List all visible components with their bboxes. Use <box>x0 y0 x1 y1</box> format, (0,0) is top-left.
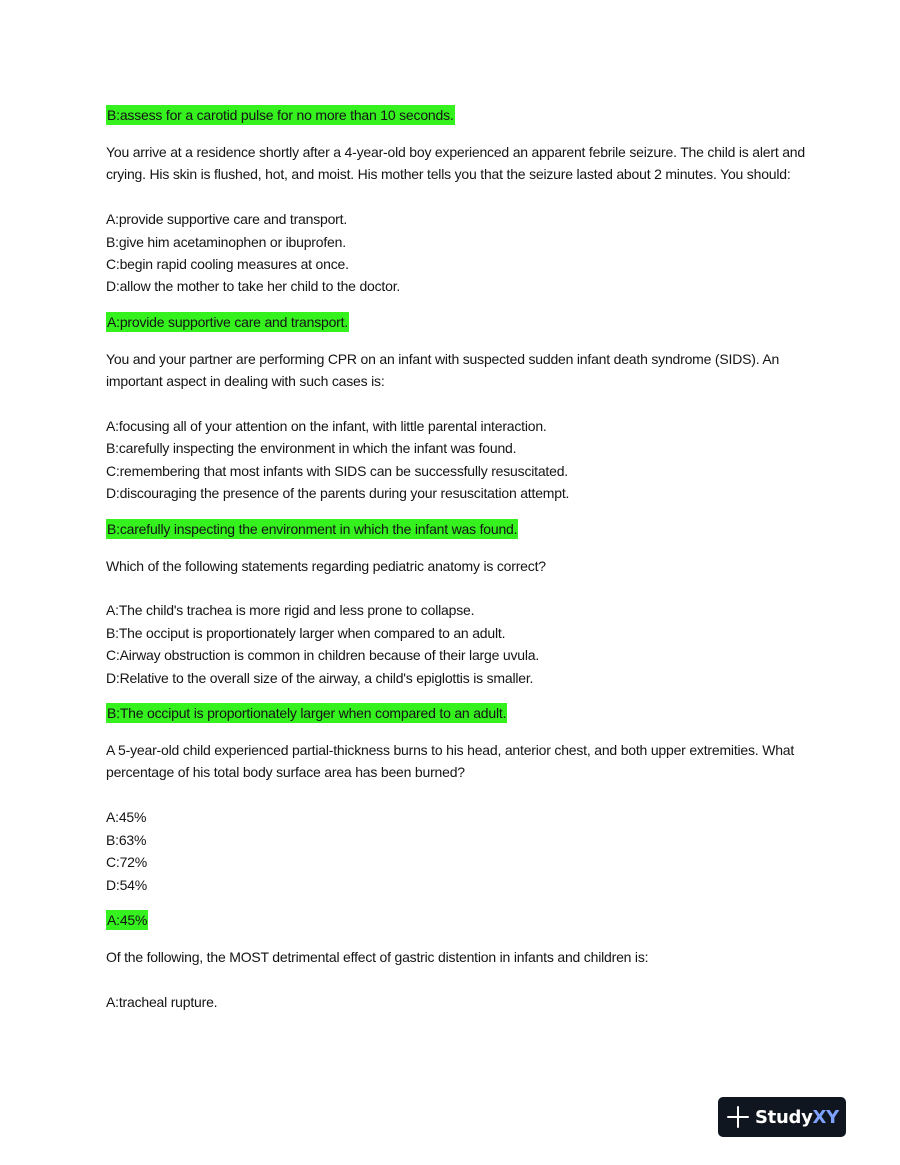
option-item: D:54% <box>106 876 148 893</box>
option-item: B:The occiput is proportionately larger when compared to an adult. <box>106 624 506 641</box>
option-item: A:tracheal rupture. <box>106 993 218 1010</box>
option-item: D:allow the mother to take her child to the doctor. <box>106 278 401 295</box>
options-list <box>106 415 806 505</box>
option-item: C:72% <box>106 854 148 871</box>
highlighted-answer: A:provide supportive care and transport. <box>107 313 349 330</box>
answer-row <box>106 910 806 932</box>
logo-text <box>755 1107 839 1128</box>
question-text: A 5-year-old child experienced partial-thickness burns to his head, anterior chest, and both upper extremities. What percentage of his total body surface area has been burned? <box>106 742 795 781</box>
option-item: C:Airway obstruction is common in children because of their large uvula. <box>106 647 540 664</box>
highlighted-answer: A:45% <box>107 911 148 928</box>
studyxy-logo[interactable] <box>718 1097 846 1137</box>
options-list <box>106 208 806 298</box>
question-text: You and your partner are performing CPR on an infant with suspected sudden infant death syndrome (SIDS). An important aspect in dealing with such cases is: <box>106 350 780 390</box>
option-item: A:focusing all of your attention on the infant, with little parental interaction. <box>106 418 547 435</box>
document-page <box>106 105 806 1013</box>
option-item: A:The child's trachea is more rigid and less prone to collapse. <box>106 602 475 619</box>
option-item: C:begin rapid cooling measures at once. <box>106 256 349 273</box>
question-text: Which of the following statements regarding pediatric anatomy is correct? <box>106 557 546 574</box>
logo-text-accent: XY <box>812 1106 839 1128</box>
answer-row <box>106 312 806 334</box>
option-item: A:45% <box>106 809 147 826</box>
answer-row <box>106 703 806 725</box>
options-list <box>106 599 806 689</box>
question-text: You arrive at a residence shortly after a 4-year-old boy experienced an apparent febrile seizure. The child is alert and crying. His skin is flushed, hot, and moist. His mother tells you that the seizure lasted about 2 minutes. You should: <box>106 144 805 183</box>
option-item: A:provide supportive care and transport. <box>106 211 348 228</box>
highlighted-answer: B:The occiput is proportionately larger when compared to an adult. <box>107 705 507 722</box>
option-item: B:carefully inspecting the environment in which the infant was found. <box>106 440 517 457</box>
option-item: C:remembering that most infants with SIDS can be successfully resuscitated. <box>106 462 568 479</box>
highlighted-answer: B:carefully inspecting the environment in which the infant was found. <box>107 520 518 537</box>
options-list <box>106 806 806 896</box>
question-text: Of the following, the MOST detrimental effect of gastric distention in infants and children is: <box>106 948 649 965</box>
logo-text-main: Study <box>755 1106 813 1128</box>
option-item: B:63% <box>106 831 147 848</box>
option-item: B:give him acetaminophen or ibuprofen. <box>106 233 346 250</box>
plus-icon <box>727 1106 749 1128</box>
option-item: D:discouraging the presence of the parents during your resuscitation attempt. <box>106 485 570 502</box>
answer-row <box>106 519 806 541</box>
options-list <box>106 991 806 1013</box>
highlighted-answer: B:assess for a carotid pulse for no more than 10 seconds. <box>107 107 454 123</box>
option-item: D:Relative to the overall size of the airway, a child's epiglottis is smaller. <box>106 669 534 686</box>
answer-row <box>106 105 806 127</box>
